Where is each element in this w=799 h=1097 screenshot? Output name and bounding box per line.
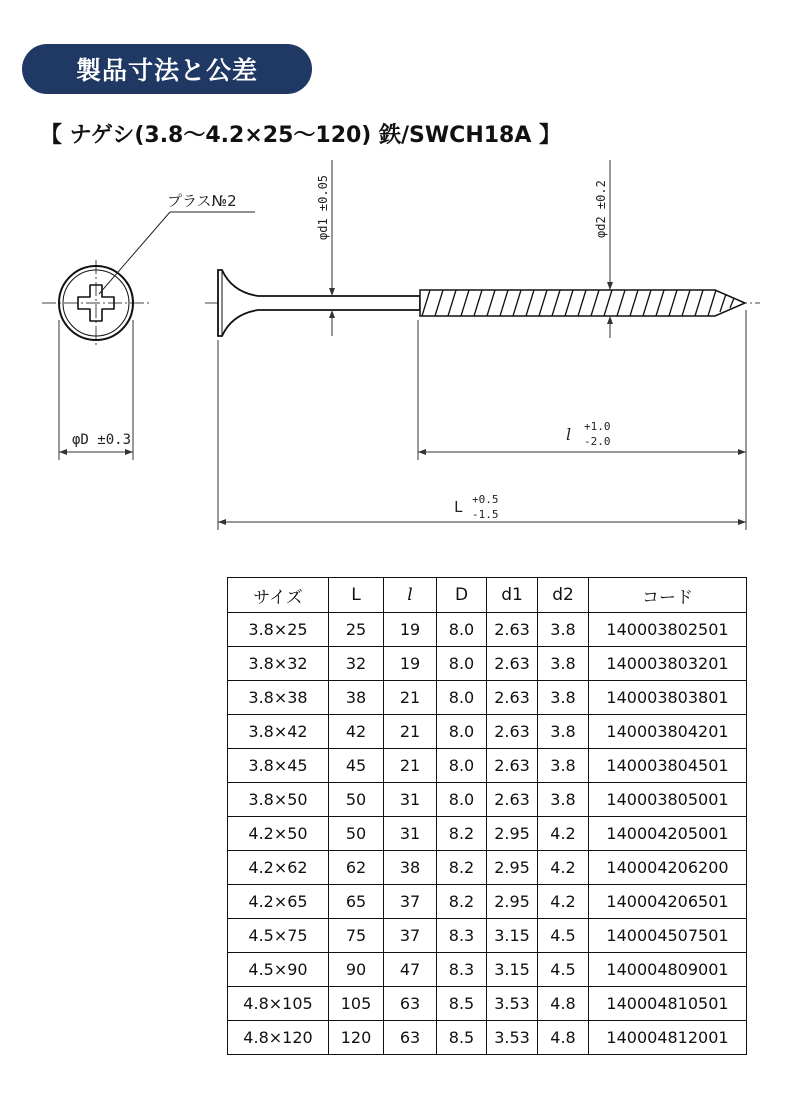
cell-d1: 2.63	[487, 783, 538, 817]
cell-thread-length: 37	[384, 919, 437, 953]
cell-thread-length: 37	[384, 885, 437, 919]
cell-thread-length: 31	[384, 817, 437, 851]
cell-code: 140004810501	[589, 987, 747, 1021]
cell-thread-length: 47	[384, 953, 437, 987]
cell-d1: 3.15	[487, 953, 538, 987]
col-header-total-length: L	[329, 578, 384, 613]
cell-code: 140003803201	[589, 647, 747, 681]
col-header-size: サイズ	[228, 578, 329, 613]
cell-size: 3.8×42	[228, 715, 329, 749]
cell-code: 140003803801	[589, 681, 747, 715]
cell-d1: 3.15	[487, 919, 538, 953]
table-body	[228, 613, 747, 1055]
total-length-symbol: L	[454, 498, 464, 516]
cell-d2: 3.8	[538, 715, 589, 749]
thread-length-plus-tol: +1.0	[584, 420, 611, 433]
table-row	[228, 987, 747, 1021]
table-row	[228, 647, 747, 681]
cell-code: 140003804501	[589, 749, 747, 783]
cell-thread-length: 21	[384, 715, 437, 749]
cell-head-diameter: 8.5	[437, 987, 487, 1021]
thread-length-minus-tol: -2.0	[584, 435, 611, 448]
total-length-minus-tol: -1.5	[472, 508, 499, 521]
cell-code: 140003805001	[589, 783, 747, 817]
cell-size: 4.2×65	[228, 885, 329, 919]
cell-d2: 4.8	[538, 1021, 589, 1055]
cell-head-diameter: 8.2	[437, 817, 487, 851]
cell-total-length: 75	[329, 919, 384, 953]
cell-size: 3.8×25	[228, 613, 329, 647]
cell-d1: 3.53	[487, 987, 538, 1021]
cell-size: 3.8×38	[228, 681, 329, 715]
cell-total-length: 90	[329, 953, 384, 987]
cell-d1: 2.63	[487, 647, 538, 681]
cell-size: 4.8×120	[228, 1021, 329, 1055]
cell-d2: 3.8	[538, 681, 589, 715]
total-length-plus-tol: +0.5	[472, 493, 499, 506]
cell-total-length: 32	[329, 647, 384, 681]
cell-total-length: 105	[329, 987, 384, 1021]
thread-length-dimension	[418, 310, 746, 530]
cell-size: 3.8×32	[228, 647, 329, 681]
cell-d1: 2.63	[487, 749, 538, 783]
cell-d2: 4.2	[538, 817, 589, 851]
cell-head-diameter: 8.0	[437, 715, 487, 749]
table-row	[228, 1021, 747, 1055]
cell-total-length: 62	[329, 851, 384, 885]
cell-size: 4.8×105	[228, 987, 329, 1021]
col-header-code: コード	[589, 578, 747, 613]
cell-size: 4.2×62	[228, 851, 329, 885]
cell-head-diameter: 8.3	[437, 953, 487, 987]
cell-code: 140004809001	[589, 953, 747, 987]
cell-code: 140003804201	[589, 715, 747, 749]
cell-d2: 3.8	[538, 613, 589, 647]
cell-total-length: 120	[329, 1021, 384, 1055]
cell-thread-length: 21	[384, 681, 437, 715]
drive-type-label: プラス№2	[167, 192, 237, 210]
cell-thread-length: 19	[384, 647, 437, 681]
cell-d2: 3.8	[538, 647, 589, 681]
cell-d1: 2.95	[487, 851, 538, 885]
cell-d2: 4.5	[538, 953, 589, 987]
cell-head-diameter: 8.0	[437, 681, 487, 715]
cell-thread-length: 19	[384, 613, 437, 647]
table-row	[228, 851, 747, 885]
table-row	[228, 749, 747, 783]
table-row	[228, 681, 747, 715]
cell-total-length: 45	[329, 749, 384, 783]
cell-code: 140004206501	[589, 885, 747, 919]
cell-code: 140004507501	[589, 919, 747, 953]
cell-head-diameter: 8.2	[437, 885, 487, 919]
table-row	[228, 715, 747, 749]
section-title-banner	[22, 44, 312, 94]
table-row	[228, 953, 747, 987]
table-row	[228, 885, 747, 919]
cell-head-diameter: 8.0	[437, 783, 487, 817]
cell-thread-length: 63	[384, 1021, 437, 1055]
cell-d1: 3.53	[487, 1021, 538, 1055]
cell-head-diameter: 8.5	[437, 1021, 487, 1055]
cell-thread-length: 21	[384, 749, 437, 783]
cell-d2: 4.2	[538, 885, 589, 919]
cell-d2: 3.8	[538, 749, 589, 783]
cell-thread-length: 63	[384, 987, 437, 1021]
cell-head-diameter: 8.0	[437, 749, 487, 783]
d2-tolerance-label: φd2 ±0.2	[594, 180, 608, 238]
cell-d2: 4.5	[538, 919, 589, 953]
cell-head-diameter: 8.0	[437, 647, 487, 681]
cell-total-length: 50	[329, 783, 384, 817]
table-row	[228, 613, 747, 647]
cell-d1: 2.63	[487, 613, 538, 647]
cell-size: 4.2×50	[228, 817, 329, 851]
cell-code: 140004812001	[589, 1021, 747, 1055]
col-header-thread-length: l	[384, 578, 437, 613]
cell-code: 140004206200	[589, 851, 747, 885]
cell-head-diameter: 8.0	[437, 613, 487, 647]
d1-tolerance-label: φd1 ±0.05	[316, 174, 330, 240]
product-spec-heading: 【 ナゲシ(3.8〜4.2×25〜120) 鉄/SWCH18A 】	[40, 123, 562, 148]
table-row	[228, 783, 747, 817]
cell-total-length: 25	[329, 613, 384, 647]
col-header-d1: d1	[487, 578, 538, 613]
cell-d1: 2.63	[487, 681, 538, 715]
cell-total-length: 38	[329, 681, 384, 715]
table-row	[228, 817, 747, 851]
thread-length-symbol: l	[566, 425, 572, 444]
cell-head-diameter: 8.3	[437, 919, 487, 953]
col-header-head-diameter: D	[437, 578, 487, 613]
cell-head-diameter: 8.2	[437, 851, 487, 885]
screw-dimension-drawing	[0, 150, 799, 550]
cell-d1: 2.63	[487, 715, 538, 749]
head-diameter-tolerance-label: φD ±0.3	[72, 432, 132, 448]
cell-d1: 2.95	[487, 885, 538, 919]
cell-d1: 2.95	[487, 817, 538, 851]
cell-thread-length: 38	[384, 851, 437, 885]
cell-d2: 3.8	[538, 783, 589, 817]
total-length-dimension	[218, 340, 746, 530]
cell-size: 3.8×45	[228, 749, 329, 783]
cell-d2: 4.8	[538, 987, 589, 1021]
cell-code: 140004205001	[589, 817, 747, 851]
cell-thread-length: 31	[384, 783, 437, 817]
size-spec-table	[227, 577, 747, 1055]
cell-total-length: 50	[329, 817, 384, 851]
cell-size: 4.5×75	[228, 919, 329, 953]
cell-d2: 4.2	[538, 851, 589, 885]
cell-total-length: 42	[329, 715, 384, 749]
cell-size: 4.5×90	[228, 953, 329, 987]
section-title: 製品寸法と公差	[75, 56, 258, 85]
table-row	[228, 919, 747, 953]
table-header-row	[228, 578, 747, 613]
cell-size: 3.8×50	[228, 783, 329, 817]
cell-total-length: 65	[329, 885, 384, 919]
cell-code: 140003802501	[589, 613, 747, 647]
col-header-d2: d2	[538, 578, 589, 613]
screw-side-view	[205, 270, 760, 336]
